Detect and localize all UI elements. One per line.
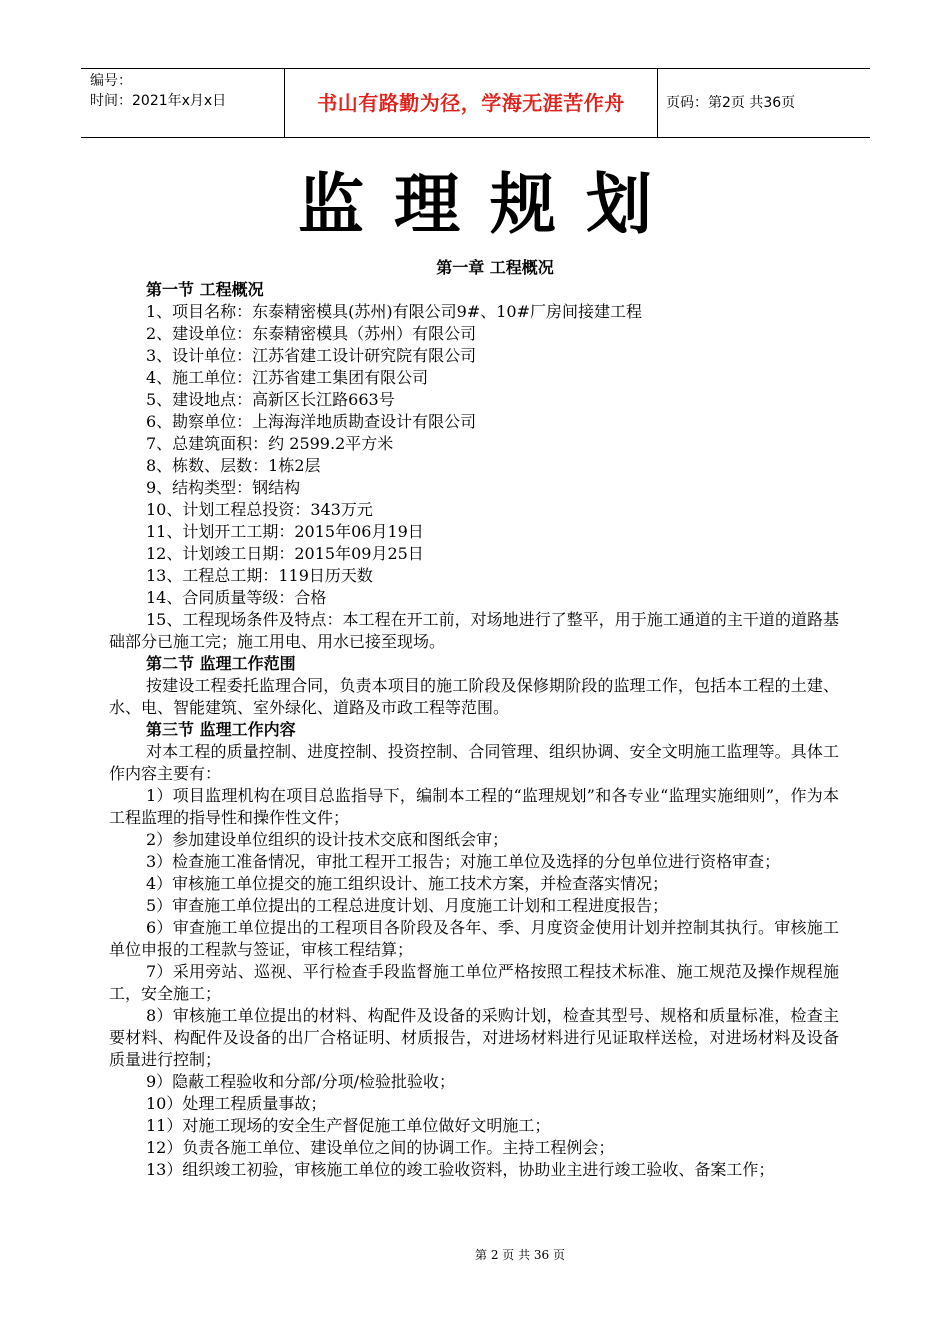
header-page-cell	[658, 69, 870, 137]
list-item: 10、计划工程总投资：343万元	[146, 500, 373, 519]
chapter-heading: 第一章 工程概况	[436, 258, 554, 277]
list-item: 5、建设地点：高新区长江路663号	[146, 390, 395, 409]
list-item: 3、设计单位：江苏省建工设计研究院有限公司	[146, 346, 477, 365]
header-motto-cell	[285, 69, 658, 137]
list-item: 4、施工单位：江苏省建工集团有限公司	[146, 368, 429, 387]
header-table	[81, 68, 870, 138]
section-heading: 第二节 监理工作范围	[146, 654, 296, 673]
section-heading: 第一节 工程概况	[146, 280, 264, 299]
list-item: 5）审查施工单位提出的工程总进度计划、月度施工计划和工程进度报告；	[146, 896, 669, 915]
list-item: 13、工程总工期：119日历天数	[146, 566, 373, 585]
list-item: 8）审核施工单位提出的材料、构配件及设备的采购计划，检查其型号、规格和质量标准，检查主要材料、构配件及设备的出厂合格证明、材质报告，对进场材料进行见证取样送检，对进场材料及设备质量进行控制；	[109, 1006, 839, 1069]
document-time: 时间：2021年x月x日	[90, 93, 227, 109]
paragraph: 按建设工程委托监理合同，负责本项目的施工阶段及保修期阶段的监理工作，包括本工程的土建、水、电、智能建筑、室外绿化、道路及市政工程等范围。	[109, 676, 839, 717]
document-title: 监理规划	[298, 166, 682, 243]
list-item: 6、勘察单位：上海海洋地质勘查设计有限公司	[146, 412, 477, 431]
list-item: 8、栋数、层数：1栋2层	[146, 456, 321, 475]
list-item: 6）审查施工单位提出的工程项目各阶段及各年、季、月度资金使用计划并控制其执行。审核施工单位申报的工程款与签证，审核工程结算；	[109, 918, 839, 959]
list-item: 3）检查施工准备情况，审批工程开工报告；对施工单位及选择的分包单位进行资格审查；	[146, 852, 781, 871]
list-item: 15、工程现场条件及特点：本工程在开工前，对场地进行了整平，用于施工通道的主干道的道路基础部分已施工完；施工用电、用水已接至现场。	[109, 610, 839, 651]
list-item: 11、计划开工工期：2015年06月19日	[146, 522, 424, 541]
page-footer: 第 2 页 共 36 页	[475, 1248, 565, 1262]
list-item: 9、结构类型：钢结构	[146, 478, 301, 497]
list-item: 14、合同质量等级：合格	[146, 588, 327, 607]
list-item: 2、建设单位：东泰精密模具（苏州）有限公司	[146, 324, 477, 343]
paragraph: 对本工程的质量控制、进度控制、投资控制、合同管理、组织协调、安全文明施工监理等。具体工作内容主要有：	[109, 742, 839, 783]
list-item: 1）项目监理机构在项目总监指导下，编制本工程的“监理规划”和各专业“监理实施细则”，作为本工程监理的指导性和操作性文件；	[109, 786, 839, 827]
document-body	[109, 279, 839, 1181]
list-item: 12、计划竣工日期：2015年09月25日	[146, 544, 424, 563]
list-item: 7、总建筑面积：约 2599.2平方米	[146, 434, 394, 453]
list-item: 10）处理工程质量事故；	[146, 1094, 327, 1113]
motto: 书山有路勤为径，学海无涯苦作舟	[317, 91, 625, 115]
list-item: 11）对施工现场的安全生产督促施工单位做好文明施工；	[146, 1116, 551, 1135]
list-item: 4）审核施工单位提交的施工组织设计、施工技术方案，并检查落实情况；	[146, 874, 669, 893]
list-item: 13）组织竣工初验，审核施工单位的竣工验收资料，协助业主进行竣工验收、备案工作；	[146, 1160, 775, 1179]
list-item: 9）隐蔽工程验收和分部/分项/检验批验收；	[146, 1072, 455, 1091]
list-item: 1、项目名称：东泰精密模具(苏州)有限公司9#、10#厂房间接建工程	[146, 302, 643, 321]
list-item: 7）采用旁站、巡视、平行检查手段监督施工单位严格按照工程技术标准、施工规范及操作规程施工，安全施工；	[109, 962, 839, 1003]
list-item: 2）参加建设单位组织的设计技术交底和图纸会审；	[146, 830, 509, 849]
document-number: 编号：	[90, 73, 132, 89]
section-heading: 第三节 监理工作内容	[146, 720, 296, 739]
page-info: 页码：第2页 共36页	[666, 95, 796, 111]
header-meta-cell	[81, 69, 285, 137]
list-item: 12）负责各施工单位、建设单位之间的协调工作。主持工程例会；	[146, 1138, 615, 1157]
